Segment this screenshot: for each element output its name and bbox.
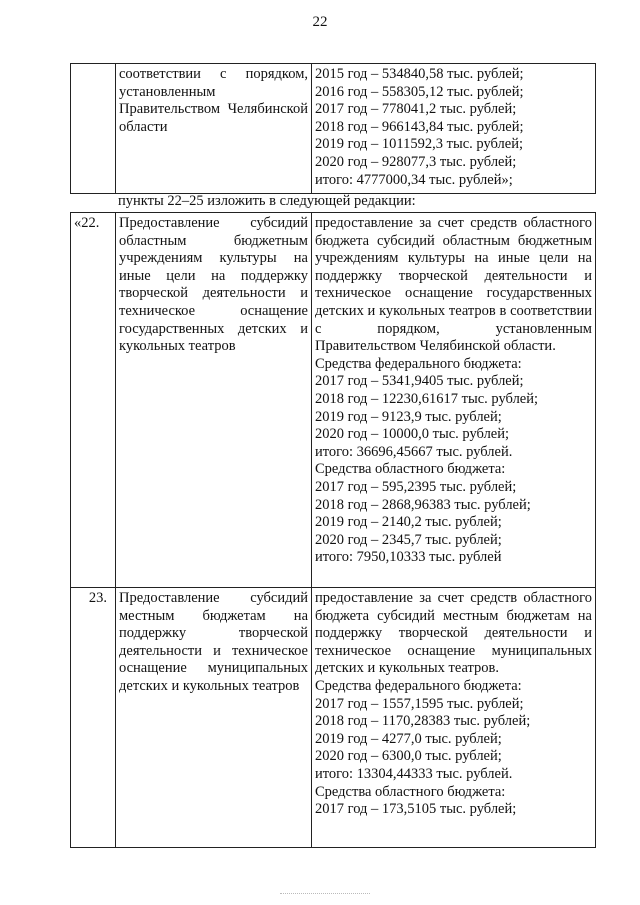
value-line: 2020 год – 10000,0 тыс. рублей; [315,426,510,443]
value-line: 2018 год – 12230,61617 тыс. рублей; [315,390,539,407]
row-number: «22. [74,215,100,231]
federal-funds-header: Средства федерального бюджета: [315,677,522,694]
value-line: итого: 7950,10333 тыс. рублей [315,549,502,566]
scan-artifact [280,893,370,898]
row-description-cell [312,588,596,848]
federal-funds-header: Средства федерального бюджета: [315,355,522,372]
value-line: 2017 год – 778041,2 тыс. рублей; [315,101,517,118]
value-line: 2016 год – 558305,12 тыс. рублей; [315,83,524,100]
value-line: 2019 год – 4277,0 тыс. рублей; [315,730,502,747]
table-continuation [70,63,596,194]
table-row [71,588,596,848]
table-row [71,64,596,194]
value-line: итого: 4777000,34 тыс. рублей»; [315,171,513,188]
row-values-cell [312,64,596,194]
table-row [71,213,596,588]
value-line: 2017 год – 595,2395 тыс. рублей; [315,478,517,495]
row-name-text: Предоставление субсидий местным бюджетам на поддержку творческой деятельности и техническое оснащение муниципальных детских и кукольных театров [119,590,308,694]
value-line: 2018 год – 1170,28383 тыс. рублей; [315,713,531,730]
value-line: 2019 год – 1011592,3 тыс. рублей; [315,136,523,153]
row-name-text: Предоставление субсидий областным бюджетным учреждениям культуры на иные цели на поддержку творческой деятельности и техническое оснащение государственных детских и кукольных театров [119,215,308,355]
value-line: 2017 год – 173,5105 тыс. рублей; [315,801,517,818]
row-description: предоставление за счет средств областного бюджета субсидий областным бюджетным учреждениям культуры на иные цели на поддержку творческой деятельности и техническое оснащение государственных детских и кукольных театров в соответствии с порядком, установленным Правительством Челябинской области. [315,215,592,355]
row-number-cell [71,64,116,194]
value-line: 2020 год – 928077,3 тыс. рублей; [315,153,517,170]
row-name-cell [116,213,312,588]
row-name-cell [116,64,312,194]
regional-funds-header: Средства областного бюджета: [315,783,506,800]
value-line: итого: 13304,44333 тыс. рублей. [315,765,513,782]
row-number-cell [71,588,116,848]
value-line: 2019 год – 2140,2 тыс. рублей; [315,514,502,531]
value-line: итого: 36696,45667 тыс. рублей. [315,443,513,460]
row-description: предоставление за счет средств областного бюджета субсидий местным бюджетам на поддержку творческой деятельности и техническое оснащение муниципальных детских и кукольных театров. [315,590,592,677]
value-line: 2020 год – 6300,0 тыс. рублей; [315,748,502,765]
value-line: 2018 год – 2868,96383 тыс. рублей; [315,496,531,513]
row-name-cell [116,588,312,848]
regional-funds-header: Средства областного бюджета: [315,461,506,478]
value-line: 2018 год – 966143,84 тыс. рублей; [315,118,524,135]
row-name-text: соответствии с порядком, установленным Правительством Челябинской области [119,66,308,135]
row-number-cell [71,213,116,588]
intro-text: пункты 22–25 изложить в следующей редакции: [118,193,416,209]
value-line: 2015 год – 534840,58 тыс. рублей; [315,66,524,82]
page-number: 22 [312,14,328,30]
value-line: 2020 год – 2345,7 тыс. рублей; [315,531,502,548]
value-line: 2019 год – 9123,9 тыс. рублей; [315,408,502,425]
row-description-cell [312,213,596,588]
row-number: 23. [88,590,107,606]
value-line: 2017 год – 5341,9405 тыс. рублей; [315,373,524,390]
value-line: 2017 год – 1557,1595 тыс. рублей; [315,695,524,712]
table-new-items [70,212,596,848]
